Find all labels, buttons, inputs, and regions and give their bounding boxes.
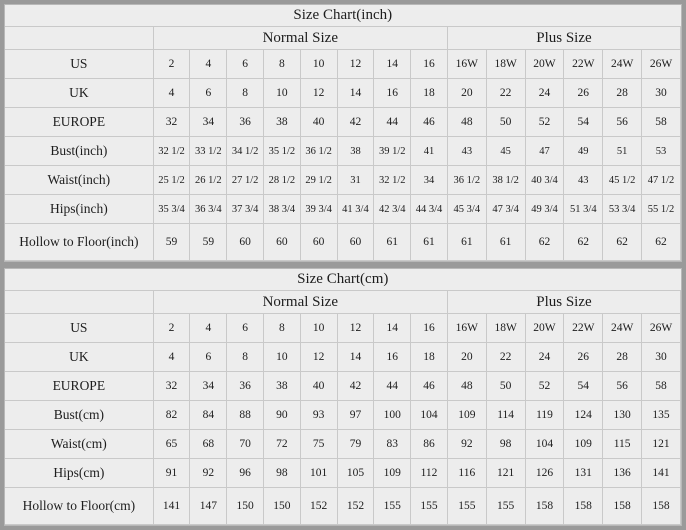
table-cell: 16 bbox=[411, 50, 448, 79]
table-cell: 45 1/2 bbox=[603, 166, 642, 195]
table-cell: 40 3/4 bbox=[525, 166, 564, 195]
table-cell: 104 bbox=[525, 430, 564, 459]
table-cell: 40 bbox=[300, 108, 337, 137]
table-cell: 52 bbox=[525, 372, 564, 401]
table-cell: 88 bbox=[227, 401, 264, 430]
row-label: UK bbox=[5, 343, 153, 372]
row-label: EUROPE bbox=[5, 108, 153, 137]
table-row bbox=[5, 343, 681, 372]
table-cell: 42 bbox=[337, 108, 374, 137]
table-cell: 152 bbox=[337, 488, 374, 525]
table-cell: 10 bbox=[264, 79, 301, 108]
table-cell: 98 bbox=[264, 459, 301, 488]
table-cell: 4 bbox=[190, 314, 227, 343]
table-cell: 22 bbox=[486, 79, 525, 108]
table-cell: 30 bbox=[642, 79, 681, 108]
table-cell: 35 1/2 bbox=[264, 137, 301, 166]
table-cell: 121 bbox=[486, 459, 525, 488]
table-cell: 62 bbox=[642, 224, 681, 261]
table-cell: 72 bbox=[264, 430, 301, 459]
table-cell: 55 1/2 bbox=[642, 195, 681, 224]
table-title-row bbox=[5, 269, 681, 291]
table-cell: 14 bbox=[337, 79, 374, 108]
table-cell: 65 bbox=[153, 430, 190, 459]
table-cell: 37 3/4 bbox=[227, 195, 264, 224]
table-cell: 29 1/2 bbox=[300, 166, 337, 195]
row-label: UK bbox=[5, 79, 153, 108]
table-cell: 39 1/2 bbox=[374, 137, 411, 166]
group-blank-cell bbox=[5, 291, 153, 314]
table-cell: 112 bbox=[411, 459, 448, 488]
table-cell: 60 bbox=[227, 224, 264, 261]
table-cell: 40 bbox=[300, 372, 337, 401]
table-cell: 124 bbox=[564, 401, 603, 430]
table-cell: 49 bbox=[564, 137, 603, 166]
table-cell: 60 bbox=[337, 224, 374, 261]
table-cell: 126 bbox=[525, 459, 564, 488]
table-cell: 47 bbox=[525, 137, 564, 166]
table-cell: 98 bbox=[486, 430, 525, 459]
table-cell: 18 bbox=[411, 343, 448, 372]
table-cell: 155 bbox=[411, 488, 448, 525]
table-cell: 26 bbox=[564, 79, 603, 108]
table-cell: 100 bbox=[374, 401, 411, 430]
table-cell: 20 bbox=[447, 343, 486, 372]
group-blank-cell bbox=[5, 27, 153, 50]
row-label: EUROPE bbox=[5, 372, 153, 401]
table-cell: 38 bbox=[337, 137, 374, 166]
table-cell: 68 bbox=[190, 430, 227, 459]
table-cell: 152 bbox=[300, 488, 337, 525]
page-title: Size Chart(inch) bbox=[5, 5, 681, 27]
table-cell: 53 bbox=[642, 137, 681, 166]
table-cell: 28 bbox=[603, 343, 642, 372]
table-cell: 58 bbox=[642, 108, 681, 137]
table-cell: 86 bbox=[411, 430, 448, 459]
table-cell: 16W bbox=[447, 50, 486, 79]
group-normal-size: Normal Size bbox=[153, 291, 447, 314]
table-cell: 114 bbox=[486, 401, 525, 430]
table-cell: 18W bbox=[486, 314, 525, 343]
table-cell: 30 bbox=[642, 343, 681, 372]
table-cell: 39 3/4 bbox=[300, 195, 337, 224]
table-cell: 56 bbox=[603, 108, 642, 137]
table-cell: 12 bbox=[337, 314, 374, 343]
table-cell: 4 bbox=[190, 50, 227, 79]
size-chart-inch-table bbox=[5, 5, 681, 261]
table-cell: 41 3/4 bbox=[337, 195, 374, 224]
table-title-row bbox=[5, 5, 681, 27]
row-label: Bust(inch) bbox=[5, 137, 153, 166]
table-cell: 51 bbox=[603, 137, 642, 166]
table-cell: 45 bbox=[486, 137, 525, 166]
table-cell: 34 bbox=[411, 166, 448, 195]
table-cell: 41 bbox=[411, 137, 448, 166]
table-cell: 44 bbox=[374, 372, 411, 401]
table-cell: 35 3/4 bbox=[153, 195, 190, 224]
size-chart-cm-block bbox=[4, 268, 682, 526]
table-cell: 58 bbox=[642, 372, 681, 401]
table-cell: 47 3/4 bbox=[486, 195, 525, 224]
table-cell: 4 bbox=[153, 343, 190, 372]
table-cell: 155 bbox=[486, 488, 525, 525]
table-cell: 97 bbox=[337, 401, 374, 430]
table-row bbox=[5, 50, 681, 79]
row-label: Hollow to Floor(cm) bbox=[5, 488, 153, 525]
table-cell: 44 3/4 bbox=[411, 195, 448, 224]
table-cell: 141 bbox=[153, 488, 190, 525]
table-cell: 130 bbox=[603, 401, 642, 430]
table-cell: 91 bbox=[153, 459, 190, 488]
table-cell: 22 bbox=[486, 343, 525, 372]
table-cell: 53 3/4 bbox=[603, 195, 642, 224]
table-cell: 155 bbox=[447, 488, 486, 525]
table-cell: 33 1/2 bbox=[190, 137, 227, 166]
table-cell: 61 bbox=[486, 224, 525, 261]
table-cell: 43 bbox=[447, 137, 486, 166]
table-cell: 135 bbox=[642, 401, 681, 430]
table-cell: 45 3/4 bbox=[447, 195, 486, 224]
table-cell: 158 bbox=[603, 488, 642, 525]
table-cell: 12 bbox=[300, 343, 337, 372]
table-row bbox=[5, 459, 681, 488]
table-cell: 101 bbox=[300, 459, 337, 488]
table-cell: 36 3/4 bbox=[190, 195, 227, 224]
table-cell: 26 1/2 bbox=[190, 166, 227, 195]
table-cell: 158 bbox=[564, 488, 603, 525]
table-cell: 60 bbox=[264, 224, 301, 261]
table-cell: 26W bbox=[642, 314, 681, 343]
table-cell: 155 bbox=[374, 488, 411, 525]
table-cell: 46 bbox=[411, 108, 448, 137]
table-cell: 38 3/4 bbox=[264, 195, 301, 224]
table-cell: 6 bbox=[227, 314, 264, 343]
table-row bbox=[5, 401, 681, 430]
table-cell: 8 bbox=[227, 343, 264, 372]
table-row bbox=[5, 195, 681, 224]
table-cell: 14 bbox=[374, 50, 411, 79]
table-cell: 83 bbox=[374, 430, 411, 459]
table-cell: 34 bbox=[190, 372, 227, 401]
group-plus-size: Plus Size bbox=[447, 27, 680, 50]
table-cell: 158 bbox=[642, 488, 681, 525]
table-cell: 12 bbox=[300, 79, 337, 108]
table-cell: 6 bbox=[227, 50, 264, 79]
table-cell: 20W bbox=[525, 314, 564, 343]
table-cell: 43 bbox=[564, 166, 603, 195]
table-cell: 59 bbox=[153, 224, 190, 261]
table-cell: 8 bbox=[264, 314, 301, 343]
table-row bbox=[5, 430, 681, 459]
table-cell: 50 bbox=[486, 372, 525, 401]
table-cell: 79 bbox=[337, 430, 374, 459]
table-cell: 60 bbox=[300, 224, 337, 261]
table-cell: 8 bbox=[227, 79, 264, 108]
table-cell: 104 bbox=[411, 401, 448, 430]
table-cell: 70 bbox=[227, 430, 264, 459]
table-cell: 36 1/2 bbox=[300, 137, 337, 166]
table-cell: 51 3/4 bbox=[564, 195, 603, 224]
table-row bbox=[5, 372, 681, 401]
table-cell: 109 bbox=[564, 430, 603, 459]
table-cell: 50 bbox=[486, 108, 525, 137]
group-normal-size: Normal Size bbox=[153, 27, 447, 50]
table-cell: 61 bbox=[447, 224, 486, 261]
table-cell: 59 bbox=[190, 224, 227, 261]
table-cell: 56 bbox=[603, 372, 642, 401]
table-cell: 18W bbox=[486, 50, 525, 79]
size-chart-inch-block bbox=[4, 4, 682, 262]
table-cell: 27 1/2 bbox=[227, 166, 264, 195]
table-cell: 26 bbox=[564, 343, 603, 372]
table-cell: 62 bbox=[525, 224, 564, 261]
table-row bbox=[5, 166, 681, 195]
table-cell: 158 bbox=[525, 488, 564, 525]
table-cell: 38 1/2 bbox=[486, 166, 525, 195]
table-cell: 16 bbox=[374, 79, 411, 108]
table-cell: 119 bbox=[525, 401, 564, 430]
table-cell: 20 bbox=[447, 79, 486, 108]
table-cell: 6 bbox=[190, 79, 227, 108]
table-cell: 34 bbox=[190, 108, 227, 137]
row-label: Bust(cm) bbox=[5, 401, 153, 430]
table-cell: 22W bbox=[564, 314, 603, 343]
row-label: US bbox=[5, 314, 153, 343]
table-cell: 38 bbox=[264, 372, 301, 401]
table-cell: 48 bbox=[447, 372, 486, 401]
table-cell: 26W bbox=[642, 50, 681, 79]
row-label: US bbox=[5, 50, 153, 79]
table-cell: 46 bbox=[411, 372, 448, 401]
table-cell: 2 bbox=[153, 50, 190, 79]
table-cell: 24W bbox=[603, 50, 642, 79]
table-cell: 115 bbox=[603, 430, 642, 459]
row-label: Hollow to Floor(inch) bbox=[5, 224, 153, 261]
table-cell: 14 bbox=[374, 314, 411, 343]
table-cell: 32 1/2 bbox=[374, 166, 411, 195]
table-cell: 150 bbox=[227, 488, 264, 525]
row-label: Hips(inch) bbox=[5, 195, 153, 224]
table-cell: 42 bbox=[337, 372, 374, 401]
table-row bbox=[5, 108, 681, 137]
table-cell: 38 bbox=[264, 108, 301, 137]
table-cell: 32 bbox=[153, 372, 190, 401]
table-cell: 4 bbox=[153, 79, 190, 108]
table-cell: 147 bbox=[190, 488, 227, 525]
table-cell: 20W bbox=[525, 50, 564, 79]
table-cell: 90 bbox=[264, 401, 301, 430]
row-label: Hips(cm) bbox=[5, 459, 153, 488]
table-cell: 61 bbox=[411, 224, 448, 261]
table-cell: 34 1/2 bbox=[227, 137, 264, 166]
table-cell: 8 bbox=[264, 50, 301, 79]
table-cell: 28 1/2 bbox=[264, 166, 301, 195]
table-cell: 62 bbox=[603, 224, 642, 261]
table-cell: 10 bbox=[264, 343, 301, 372]
table-cell: 109 bbox=[374, 459, 411, 488]
table-cell: 32 1/2 bbox=[153, 137, 190, 166]
table-cell: 92 bbox=[190, 459, 227, 488]
table-row bbox=[5, 137, 681, 166]
table-cell: 54 bbox=[564, 108, 603, 137]
table-cell: 109 bbox=[447, 401, 486, 430]
table-cell: 36 1/2 bbox=[447, 166, 486, 195]
table-cell: 52 bbox=[525, 108, 564, 137]
table-cell: 16 bbox=[411, 314, 448, 343]
table-cell: 96 bbox=[227, 459, 264, 488]
table-cell: 31 bbox=[337, 166, 374, 195]
table-row bbox=[5, 314, 681, 343]
table-cell: 75 bbox=[300, 430, 337, 459]
table-cell: 24 bbox=[525, 343, 564, 372]
table-cell: 131 bbox=[564, 459, 603, 488]
size-chart-cm-table bbox=[5, 269, 681, 525]
table-group-row bbox=[5, 27, 681, 50]
table-group-row bbox=[5, 291, 681, 314]
table-cell: 28 bbox=[603, 79, 642, 108]
table-cell: 61 bbox=[374, 224, 411, 261]
table-cell: 2 bbox=[153, 314, 190, 343]
table-row bbox=[5, 488, 681, 525]
table-cell: 32 bbox=[153, 108, 190, 137]
table-cell: 116 bbox=[447, 459, 486, 488]
table-row bbox=[5, 224, 681, 261]
table-cell: 48 bbox=[447, 108, 486, 137]
table-cell: 10 bbox=[300, 314, 337, 343]
table-cell: 49 3/4 bbox=[525, 195, 564, 224]
table-cell: 150 bbox=[264, 488, 301, 525]
table-cell: 93 bbox=[300, 401, 337, 430]
table-cell: 10 bbox=[300, 50, 337, 79]
table-cell: 6 bbox=[190, 343, 227, 372]
table-cell: 22W bbox=[564, 50, 603, 79]
row-label: Waist(cm) bbox=[5, 430, 153, 459]
table-cell: 141 bbox=[642, 459, 681, 488]
table-cell: 62 bbox=[564, 224, 603, 261]
group-plus-size: Plus Size bbox=[447, 291, 680, 314]
table-cell: 24 bbox=[525, 79, 564, 108]
row-label: Waist(inch) bbox=[5, 166, 153, 195]
table-cell: 36 bbox=[227, 372, 264, 401]
table-cell: 105 bbox=[337, 459, 374, 488]
table-cell: 42 3/4 bbox=[374, 195, 411, 224]
table-cell: 44 bbox=[374, 108, 411, 137]
table-row bbox=[5, 79, 681, 108]
table-cell: 121 bbox=[642, 430, 681, 459]
table-cell: 24W bbox=[603, 314, 642, 343]
table-cell: 16W bbox=[447, 314, 486, 343]
table-cell: 84 bbox=[190, 401, 227, 430]
table-cell: 12 bbox=[337, 50, 374, 79]
table-cell: 136 bbox=[603, 459, 642, 488]
table-cell: 82 bbox=[153, 401, 190, 430]
table-cell: 25 1/2 bbox=[153, 166, 190, 195]
table-cell: 18 bbox=[411, 79, 448, 108]
table-cell: 47 1/2 bbox=[642, 166, 681, 195]
table-cell: 14 bbox=[337, 343, 374, 372]
page-title: Size Chart(cm) bbox=[5, 269, 681, 291]
table-cell: 16 bbox=[374, 343, 411, 372]
table-cell: 36 bbox=[227, 108, 264, 137]
table-cell: 54 bbox=[564, 372, 603, 401]
table-cell: 92 bbox=[447, 430, 486, 459]
